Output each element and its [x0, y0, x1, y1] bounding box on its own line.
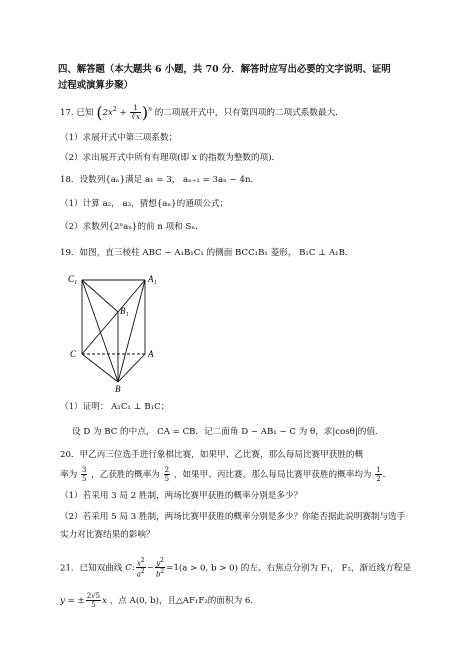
q17-part2: （2）求出展开式中所有有理项(即 x 的指数为整数的项)．	[60, 153, 281, 163]
q20-line2: 率为 $\frac{3}{5}$ ，乙获胜的概率为 $\frac{2}{5}$ ，如果甲、丙比赛，那么每局比赛甲获胜的概率均为 $\frac{1}{2}$ ．	[60, 466, 392, 483]
q20-part1: （1）若采用 3 局 2 胜制，两场比赛甲获胜的概率分别是多少？	[60, 491, 303, 501]
q21-line2	[60, 592, 259, 609]
section-heading-line1: 四、解答题（本大题共 6 小题，共 70 分．解答时应写出必要的文字说明、证明	[58, 64, 391, 75]
q17-stem	[60, 104, 344, 121]
label-b1: B₁	[120, 306, 129, 316]
q20-l2-pre: 率为	[60, 470, 78, 480]
q21-l2-post: ，点 A(0, b)，且△AF₁F₂的面积为 6．	[109, 596, 259, 606]
q20-l2-post: ，如果甲、丙比赛，那么每局比赛甲获胜的概率均为	[173, 470, 372, 480]
asymptote-equation: y = ± $\frac{2√5}{5}$ x	[60, 592, 107, 609]
label-a1: A₁	[148, 274, 157, 284]
q18-stem: 18．设数列{aₙ}满足 a₁ = 3， aₙ₊₁ = 3aₙ − 4n．	[60, 175, 260, 185]
q20-l2-mid: ，乙获胜的概率为	[91, 470, 160, 480]
q17-number: 17.	[60, 108, 74, 118]
diag-c1-b	[82, 280, 118, 382]
q17-post: 的二项展开式中，只有第四项的二项式系数最大．	[154, 108, 344, 118]
q20-part2-cont: 实力对比赛结果的影响？	[60, 530, 155, 540]
q21-line1	[60, 557, 411, 579]
fraction-1-2: $\frac{1}{2}$	[376, 466, 381, 483]
fraction-3-5: $\frac{3}{5}$	[81, 466, 87, 483]
prism-figure	[66, 270, 166, 394]
q19-part2: 设 D 为 BC 的中点， CA = CB．记二面角 D − AB₁ − C 为 θ，求|cosθ|的值．	[72, 427, 384, 437]
fraction-2-5: $\frac{2}{5}$	[164, 466, 170, 483]
q17-pre: 已知	[76, 108, 94, 118]
q18-part2: （2）求数列{2ⁿaₙ}的前 n 项和 Sₙ．	[60, 222, 204, 232]
q20-part2: （2）若采用 5 局 3 胜制，两场比赛甲获胜的概率分别是多少？你能否据此说明赛制与选手	[60, 512, 406, 522]
q17-binomial: ($2x^2$ + $\frac{1}{∛x}$ )$^n$	[96, 103, 152, 122]
q21-condition: (a > 0, b > 0)	[178, 563, 238, 574]
q19-stem: 19．如图，直三棱柱 ABC − A₁B₁C₁ 的侧面 BCC₁B₁ 菱形， B₁C ⊥ A₁B．	[60, 248, 354, 258]
q21-equation: C: $\frac{x^2}{a^2}$ − $\frac{y^2}{b^2}$ =1	[125, 557, 179, 579]
q20-line1: 20．甲乙丙三位选手进行象棋比赛，如果甲、乙比赛，那么每局比赛甲获胜的概	[60, 450, 364, 460]
label-b: B	[115, 384, 121, 394]
label-c: C	[70, 349, 77, 359]
diag-b1-c	[82, 312, 118, 354]
q21-pre: 21．已知双曲线	[60, 563, 123, 574]
q19-part1: （1）证明： A₁C₁ ⊥ B₁C；	[60, 402, 170, 412]
q21-mid: 的左、右焦点分别为 F₁， F₂，渐近线方程是	[240, 563, 412, 574]
label-c1: C₁	[68, 274, 78, 284]
diag-a1-b	[118, 280, 145, 382]
label-a: A	[148, 349, 154, 359]
q18-part1: （1）计算 a₂， a₃，猜想{aₙ}的通项公式；	[60, 199, 229, 209]
section-heading-line2: 过程或演算步聚）	[58, 80, 134, 91]
q17-part1: （1）求展开式中第三项系数；	[60, 133, 178, 143]
